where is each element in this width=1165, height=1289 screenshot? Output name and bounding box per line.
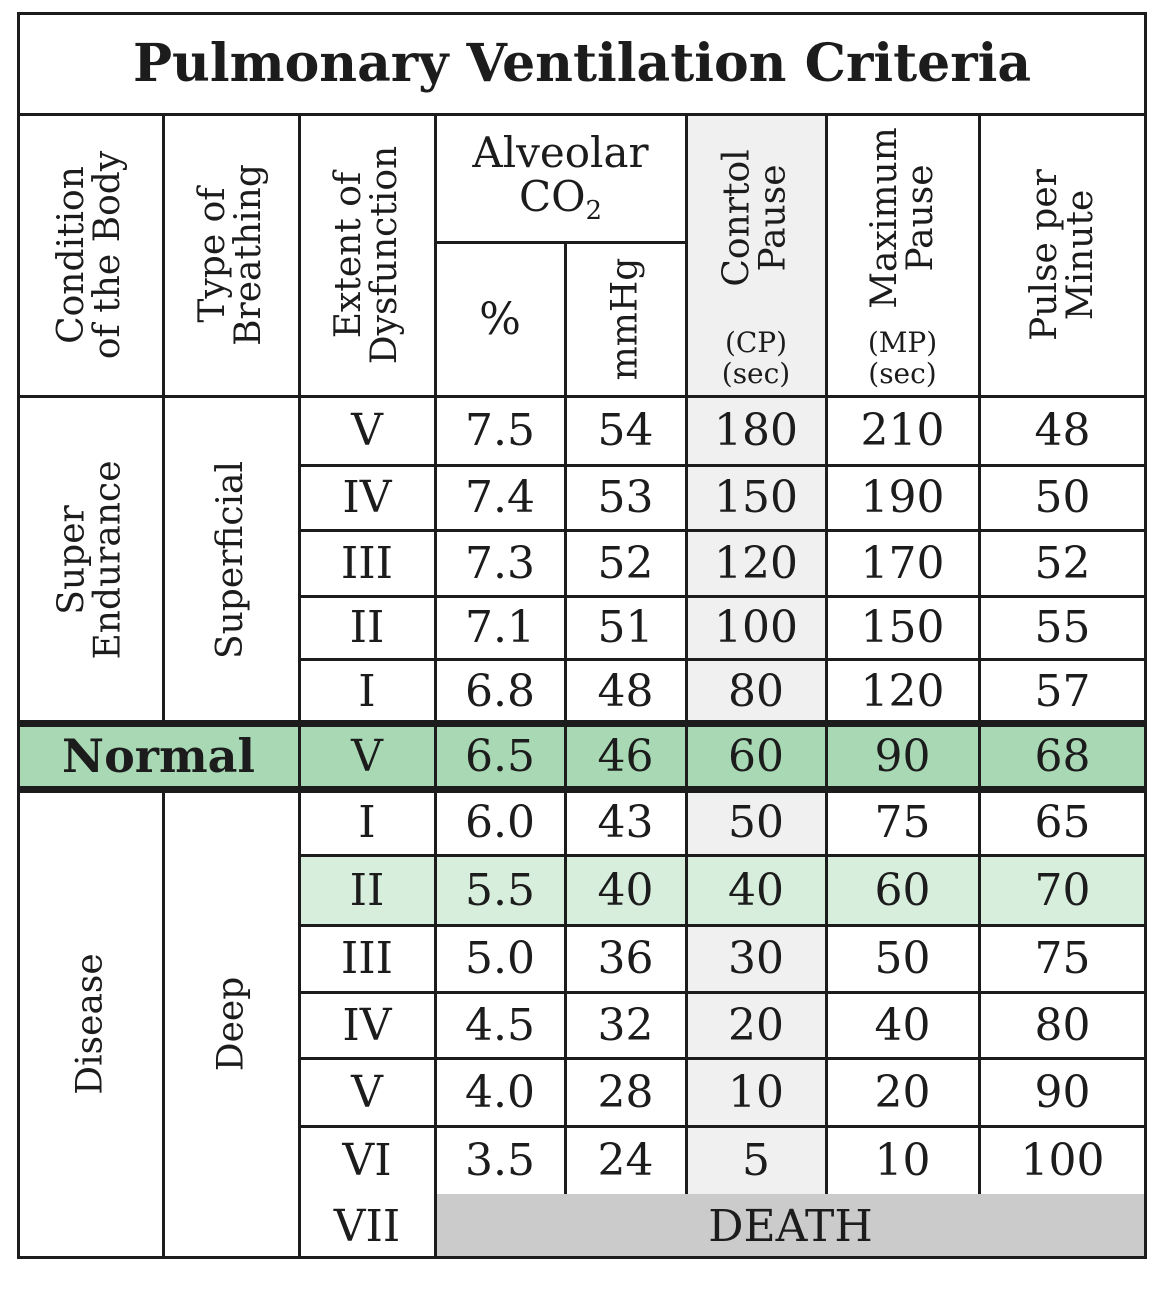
header-condition-text-line: of the Body xyxy=(87,150,129,360)
cell-level xyxy=(299,789,435,855)
header-condition xyxy=(18,114,163,396)
cell-mmhg xyxy=(565,925,686,992)
group-disease xyxy=(18,789,163,1259)
grid-line xyxy=(299,529,1146,532)
cell-mp-value: 40 xyxy=(874,999,931,1051)
cell-pct xyxy=(435,1126,565,1194)
cell-pulse-value: 57 xyxy=(1034,665,1091,717)
cell-cp-value: 20 xyxy=(728,999,784,1051)
cell-mmhg-value: 24 xyxy=(597,1134,654,1186)
grid-line xyxy=(162,396,165,723)
cell-pulse xyxy=(979,465,1146,530)
cell-mmhg-value: 54 xyxy=(597,405,654,456)
header-cp-unit-line: (sec) xyxy=(721,357,791,391)
cell-pct xyxy=(435,723,565,789)
cell-mp xyxy=(826,855,979,925)
group-super-endurance xyxy=(18,396,163,723)
cell-mmhg-value: 40 xyxy=(597,864,654,916)
header-dysfunction-text-line: Dysfunction xyxy=(364,145,405,365)
cell-pct-value: 5.0 xyxy=(465,933,535,984)
cell-pct xyxy=(435,396,565,465)
cell-mmhg xyxy=(565,530,686,596)
group-superficial-text xyxy=(210,460,252,659)
cell-cp-value: 80 xyxy=(728,665,784,717)
header-maximum-pause-text xyxy=(863,127,941,309)
header-maximum-pause xyxy=(826,114,979,396)
group-deep-text xyxy=(210,976,251,1072)
cell-cp xyxy=(686,855,826,925)
cell-pct xyxy=(435,465,565,530)
header-mmhg-text-line: mmHg xyxy=(604,257,646,381)
cell-pct xyxy=(435,925,565,992)
cell-cp xyxy=(686,465,826,530)
cell-pulse xyxy=(979,396,1146,465)
cell-mmhg xyxy=(565,723,686,789)
cell-mp xyxy=(826,992,979,1058)
cell-pct-value: 4.5 xyxy=(465,999,535,1051)
header-cp-unit-line: (CP) xyxy=(724,326,788,360)
cell-mmhg xyxy=(565,396,686,465)
death-level xyxy=(299,1194,435,1259)
cell-cp xyxy=(686,789,826,855)
cell-mmhg xyxy=(565,659,686,723)
cell-mmhg xyxy=(565,1058,686,1126)
cell-mp-value: 210 xyxy=(860,405,945,456)
header-mp-unit-line: (MP) xyxy=(867,326,938,360)
cell-pct-value: 6.0 xyxy=(465,796,535,848)
header-mp-unit-line: (sec) xyxy=(868,357,937,391)
header-maximum-pause-text-line: Maximum xyxy=(863,127,905,309)
grid-line xyxy=(18,395,1146,398)
cell-pulse-value: 65 xyxy=(1034,796,1091,848)
cell-mp xyxy=(826,596,979,659)
header-breathing-text-line: Type of xyxy=(192,187,234,323)
cell-pulse-value: 100 xyxy=(1020,1134,1105,1186)
cell-level-value: I xyxy=(358,796,376,848)
cell-pulse-value: 90 xyxy=(1034,1066,1091,1118)
header-co2-text: CO xyxy=(518,171,586,221)
cell-cp-value: 50 xyxy=(728,796,784,848)
grid-line xyxy=(434,1194,437,1259)
group-normal xyxy=(18,723,299,789)
grid-line xyxy=(299,991,1146,994)
cell-mp-value: 90 xyxy=(874,730,931,782)
cell-pct-value: 7.1 xyxy=(465,602,535,653)
cell-pct xyxy=(435,596,565,659)
group-deep-text-line: Deep xyxy=(210,976,251,1072)
cell-level xyxy=(299,1126,435,1194)
grid-line xyxy=(299,464,1146,467)
cell-mmhg-value: 48 xyxy=(597,665,654,717)
cell-level xyxy=(299,659,435,723)
cell-mmhg xyxy=(565,596,686,659)
cell-pulse xyxy=(979,723,1146,789)
cell-pct xyxy=(435,1058,565,1126)
cell-pct xyxy=(435,659,565,723)
header-pulse-text-line: Minute xyxy=(1059,189,1101,321)
cell-pulse-value: 55 xyxy=(1034,602,1091,653)
header-cp-unit xyxy=(686,328,826,390)
cell-pulse-value: 68 xyxy=(1034,730,1091,782)
cell-cp-value: 180 xyxy=(714,405,798,456)
grid-line xyxy=(18,113,1146,116)
cell-mp-value: 10 xyxy=(874,1134,931,1186)
cell-pulse-value: 52 xyxy=(1034,537,1091,589)
grid-line xyxy=(685,396,688,1194)
cell-mp-value: 190 xyxy=(860,472,945,523)
cell-mmhg-value: 52 xyxy=(597,537,654,589)
cell-cp xyxy=(686,396,826,465)
cell-mmhg-value: 53 xyxy=(597,472,654,523)
cell-level xyxy=(299,530,435,596)
cell-mmhg xyxy=(565,855,686,925)
cell-mp-value: 50 xyxy=(874,933,931,984)
group-superficial xyxy=(163,396,299,723)
header-alveolar-co2 xyxy=(518,171,603,226)
grid-line xyxy=(825,396,828,1194)
header-condition-text xyxy=(51,150,129,360)
group-superficial-text-line: Superficial xyxy=(210,460,252,659)
grid-line xyxy=(685,114,688,396)
cell-mmhg-value: 46 xyxy=(597,730,654,782)
grid-line xyxy=(17,1256,1147,1259)
header-control-pause-text-line: Conrtol xyxy=(717,149,758,287)
cell-mmhg-value: 32 xyxy=(597,999,654,1051)
cell-level xyxy=(299,596,435,659)
grid-line xyxy=(825,114,828,396)
cell-mmhg-value: 43 xyxy=(597,796,654,848)
cell-mmhg-value: 36 xyxy=(597,933,654,984)
header-breathing-text xyxy=(192,164,270,346)
header-mmhg-text xyxy=(604,257,646,381)
cell-level xyxy=(299,723,435,789)
cell-mp xyxy=(826,925,979,992)
cell-pulse xyxy=(979,992,1146,1058)
cell-cp-value: 30 xyxy=(728,933,784,984)
cell-level xyxy=(299,992,435,1058)
cell-level-value: V xyxy=(351,1066,383,1118)
cell-level-value: III xyxy=(340,537,394,589)
cell-level xyxy=(299,855,435,925)
group-normal-text: Normal xyxy=(62,729,255,783)
death-label-text: DEATH xyxy=(708,1201,873,1252)
grid-line xyxy=(298,789,301,1259)
grid-line xyxy=(18,720,1146,727)
header-pulse xyxy=(979,114,1146,396)
header-alveolar xyxy=(435,114,686,242)
cell-pulse xyxy=(979,1126,1146,1194)
cell-pct xyxy=(435,530,565,596)
cell-level-value: II xyxy=(349,864,385,916)
cell-mp-value: 170 xyxy=(860,537,945,589)
grid-line xyxy=(18,786,1146,793)
cell-mmhg xyxy=(565,992,686,1058)
cell-pulse xyxy=(979,530,1146,596)
cell-mp xyxy=(826,723,979,789)
header-condition-text-line: Condition xyxy=(51,166,93,344)
cell-pct-value: 6.5 xyxy=(465,730,535,782)
cell-level-value: VI xyxy=(342,1134,392,1186)
header-dysfunction-text xyxy=(328,145,405,365)
group-super-endurance-text xyxy=(51,459,129,660)
cell-mp xyxy=(826,659,979,723)
grid-line xyxy=(978,396,981,1194)
cell-cp xyxy=(686,992,826,1058)
cell-mmhg xyxy=(565,465,686,530)
death-label xyxy=(435,1194,1146,1259)
cell-pulse xyxy=(979,659,1146,723)
cell-cp-value: 10 xyxy=(728,1066,784,1118)
cell-pct-value: 5.5 xyxy=(465,864,535,916)
cell-cp-value: 150 xyxy=(714,472,798,523)
cell-pct-value: 7.5 xyxy=(465,405,535,456)
cell-pct xyxy=(435,855,565,925)
cell-level-value: I xyxy=(358,665,376,717)
cell-level xyxy=(299,925,435,992)
cell-mp-value: 60 xyxy=(874,864,931,916)
cell-mp xyxy=(826,1126,979,1194)
grid-line xyxy=(299,658,1146,661)
group-super-endurance-text-line: Super xyxy=(51,504,93,615)
group-deep xyxy=(163,789,299,1259)
cell-pulse xyxy=(979,925,1146,992)
cell-level-value: III xyxy=(340,933,394,984)
cell-pulse-value: 48 xyxy=(1034,405,1091,456)
cell-cp-value: 120 xyxy=(714,537,798,589)
cell-level xyxy=(299,396,435,465)
cell-cp-value: 60 xyxy=(728,730,784,782)
header-breathing xyxy=(163,114,299,396)
cell-level-value: V xyxy=(351,730,383,782)
cell-level-value: V xyxy=(351,405,383,456)
grid-line xyxy=(162,114,165,396)
cell-mp xyxy=(826,396,979,465)
group-disease-text-line: Disease xyxy=(69,953,111,1095)
header-percent-text: % xyxy=(479,293,521,345)
cell-mp-value: 150 xyxy=(860,602,945,653)
cell-cp xyxy=(686,530,826,596)
table-title-text: Pulmonary Ventilation Criteria xyxy=(132,32,1032,94)
header-pulse-text xyxy=(1023,169,1101,341)
cell-mp xyxy=(826,789,979,855)
cell-pct xyxy=(435,992,565,1058)
cell-pulse xyxy=(979,855,1146,925)
grid-line xyxy=(299,854,1146,857)
cell-cp xyxy=(686,659,826,723)
cell-pct xyxy=(435,789,565,855)
header-maximum-pause-text-line: Pause xyxy=(899,164,941,272)
grid-line xyxy=(1144,12,1147,1259)
group-super-endurance-text-line: Endurance xyxy=(87,459,129,660)
cell-level-value: IV xyxy=(342,999,392,1051)
cell-pulse-value: 80 xyxy=(1034,999,1091,1051)
cell-mp xyxy=(826,530,979,596)
cell-pulse-value: 75 xyxy=(1034,933,1091,984)
header-pulse-text-line: Pulse per xyxy=(1023,169,1065,341)
cell-pulse xyxy=(979,1058,1146,1126)
header-dysfunction xyxy=(299,114,435,396)
cell-pct-value: 3.5 xyxy=(465,1134,535,1186)
grid-line xyxy=(434,396,437,1194)
grid-line xyxy=(298,114,301,396)
death-level-value: VII xyxy=(333,1201,401,1252)
grid-line xyxy=(299,595,1146,598)
grid-line xyxy=(299,924,1146,927)
grid-line xyxy=(17,12,1147,15)
group-disease-text xyxy=(69,953,111,1095)
header-breathing-text-line: Breathing xyxy=(228,164,270,346)
grid-line xyxy=(564,242,567,396)
cell-mp xyxy=(826,1058,979,1126)
grid-line xyxy=(434,114,437,396)
cell-mp xyxy=(826,465,979,530)
cell-mmhg-value: 28 xyxy=(597,1066,654,1118)
cell-cp-value: 5 xyxy=(742,1134,770,1186)
cell-mp-value: 20 xyxy=(874,1066,931,1118)
grid-line xyxy=(299,1057,1146,1060)
header-percent xyxy=(435,242,565,396)
cell-mmhg-value: 51 xyxy=(597,602,654,653)
cell-pct-value: 4.0 xyxy=(465,1066,535,1118)
cell-cp xyxy=(686,723,826,789)
cell-mp-value: 75 xyxy=(874,796,931,848)
grid-line xyxy=(299,1125,1146,1128)
header-control-pause-text xyxy=(717,149,794,287)
cell-pulse xyxy=(979,596,1146,659)
header-control-pause xyxy=(686,114,826,396)
grid-line xyxy=(17,12,20,1259)
header-mp-unit xyxy=(826,328,979,390)
cell-pct-value: 7.3 xyxy=(465,537,535,589)
cell-cp-value: 40 xyxy=(728,864,784,916)
grid-line xyxy=(298,396,301,723)
cell-pulse-value: 50 xyxy=(1034,472,1091,523)
cell-cp xyxy=(686,1058,826,1126)
cell-cp-value: 100 xyxy=(714,602,798,653)
cell-pct-value: 6.8 xyxy=(465,665,535,717)
header-alveolar-line1: Alveolar xyxy=(472,127,649,177)
grid-line xyxy=(564,396,567,1194)
cell-level xyxy=(299,465,435,530)
grid-line xyxy=(978,114,981,396)
cell-level-value: IV xyxy=(342,472,392,523)
cell-pct-value: 7.4 xyxy=(465,472,535,523)
grid-line xyxy=(435,241,686,244)
cell-pulse-value: 70 xyxy=(1034,864,1091,916)
table-title xyxy=(18,12,1146,114)
cell-cp xyxy=(686,1126,826,1194)
cell-level-value: II xyxy=(349,602,385,653)
cell-cp xyxy=(686,596,826,659)
cell-pulse xyxy=(979,789,1146,855)
header-mmhg xyxy=(565,242,686,396)
header-control-pause-text-line: Pause xyxy=(753,164,794,272)
cell-level xyxy=(299,1058,435,1126)
cell-mp-value: 120 xyxy=(860,665,945,717)
grid-line xyxy=(162,789,165,1259)
cell-cp xyxy=(686,925,826,992)
cell-mmhg xyxy=(565,789,686,855)
header-dysfunction-text-line: Extent of xyxy=(328,171,369,339)
cell-mmhg xyxy=(565,1126,686,1194)
grid-line xyxy=(298,723,301,789)
header-co2-subscript: 2 xyxy=(585,195,603,226)
